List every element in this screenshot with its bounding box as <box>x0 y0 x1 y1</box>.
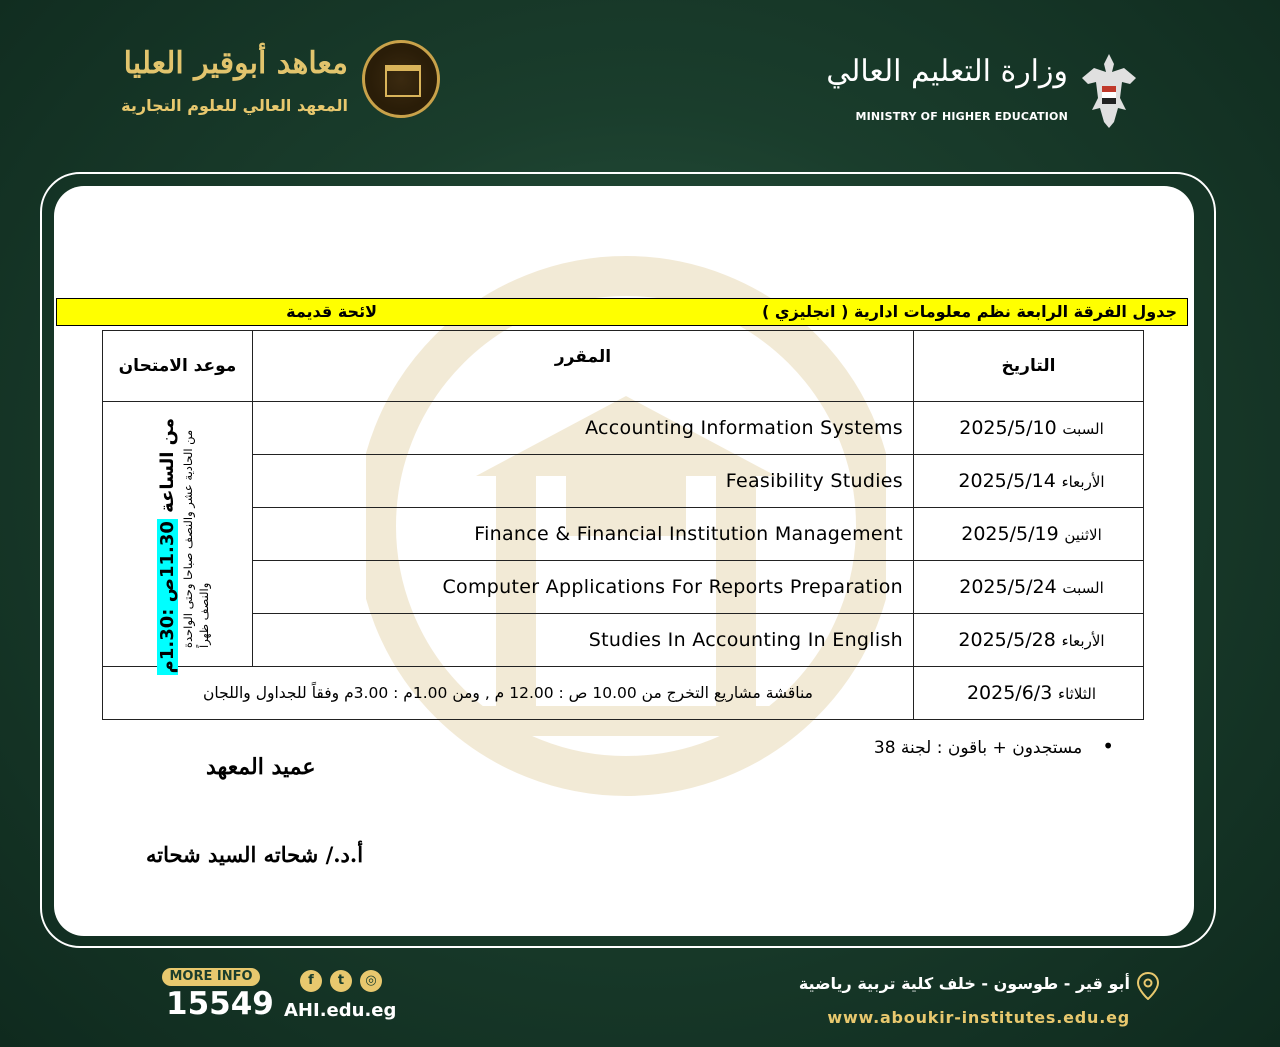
exam-time-description-1: من الحادية عشر والنصف صباحا وحتى الواحدة <box>181 429 195 648</box>
header <box>0 0 1280 170</box>
website-short-link[interactable]: AHI.edu.eg <box>284 1000 397 1021</box>
date-cell <box>914 614 1144 667</box>
footer-address <box>800 970 1160 1030</box>
location-pin-icon <box>1136 972 1160 1000</box>
ministry-logo <box>826 50 1140 140</box>
institute-emblem-icon <box>362 40 440 118</box>
twitter-icon[interactable]: t <box>330 970 352 992</box>
day-label: الثلاثاء <box>1058 685 1097 703</box>
discussion-cell: مناقشة مشاريع التخرج من 10.00 ص : 12.00 م , ومن 1.00م : 3.00م وفقاً للجداول واللجان <box>103 667 914 720</box>
day-label: السبت <box>1062 420 1104 438</box>
eagle-icon <box>1078 50 1140 132</box>
column-header-course: المقرر <box>253 331 914 402</box>
social-icons <box>300 970 386 994</box>
institute-subtitle: المعهد العالي للعلوم التجارية <box>121 96 348 115</box>
date-cell <box>914 455 1144 508</box>
institute-logo <box>120 40 440 130</box>
column-header-exam-time: موعد الامتحان <box>103 331 253 402</box>
table-header-row <box>103 331 1144 402</box>
website-link[interactable]: www.aboukir-institutes.edu.eg <box>827 1008 1130 1027</box>
day-label: الاثنين <box>1064 526 1102 544</box>
date-value: 2025/5/24 <box>959 576 1057 598</box>
table-row <box>103 614 1144 667</box>
table-row <box>103 402 1144 455</box>
schedule-title: جدول الفرقة الرابعة نظم معلومات ادارية ( انجليزي ) <box>761 302 1177 321</box>
document-paper <box>54 186 1194 936</box>
table-row <box>103 455 1144 508</box>
day-label: السبت <box>1062 579 1104 597</box>
facebook-icon[interactable]: f <box>300 970 322 992</box>
footer-contact <box>160 966 400 1036</box>
course-cell: Studies In Accounting In English <box>253 614 914 667</box>
discussion-row <box>103 667 1144 720</box>
schedule-title-bar <box>56 298 1188 326</box>
date-value: 2025/5/19 <box>961 523 1059 545</box>
address-text: أبو قير - طوسون - خلف كلية تربية رياضية <box>798 974 1130 993</box>
course-cell: Accounting Information Systems <box>253 402 914 455</box>
committee-note-text: مستجدون + باقون : لجنة 38 <box>873 738 1083 758</box>
date-value: 2025/6/3 <box>966 682 1053 704</box>
date-value: 2025/5/14 <box>958 470 1056 492</box>
exam-time-cell <box>103 402 253 674</box>
date-cell <box>914 561 1144 614</box>
exam-time-box <box>109 412 229 674</box>
ministry-name-ar: وزارة التعليم العالي <box>826 54 1068 89</box>
day-label: الأربعاء <box>1061 632 1105 650</box>
dean-title: عميد المعهد <box>206 754 316 780</box>
table-row <box>103 561 1144 614</box>
course-cell: Feasibility Studies <box>253 455 914 508</box>
ministry-name-en: MINISTRY OF HIGHER EDUCATION <box>855 110 1068 123</box>
instagram-icon[interactable]: ◎ <box>360 970 382 992</box>
exam-time-highlight: 11.30ص :1.30م <box>157 521 178 674</box>
schedule-table <box>102 330 1144 720</box>
regulation-label: لائحة قديمة <box>286 302 377 321</box>
institute-name: معاهد أبوقير العليا <box>123 46 348 81</box>
hotline-number: 15549 <box>166 986 274 1022</box>
column-header-date: التاريخ <box>914 331 1144 402</box>
more-info-badge: MORE INFO <box>162 968 260 986</box>
date-cell <box>914 667 1144 720</box>
exam-time-main: من الساعة 11.30ص :1.30م <box>157 418 178 674</box>
dean-name: أ.د./ شحاته السيد شحاته <box>146 842 364 867</box>
bullet-icon: • <box>1102 734 1114 758</box>
committee-note <box>874 734 1114 758</box>
day-label: الأربعاء <box>1061 473 1105 491</box>
course-cell: Computer Applications For Reports Preparation <box>253 561 914 614</box>
course-cell: Finance & Financial Institution Management <box>253 508 914 561</box>
date-cell <box>914 508 1144 561</box>
date-cell <box>914 402 1144 455</box>
table-row <box>103 508 1144 561</box>
exam-time-description-2: والنصف ظهراً <box>197 582 211 648</box>
date-value: 2025/5/28 <box>958 629 1056 651</box>
date-value: 2025/5/10 <box>959 417 1057 439</box>
